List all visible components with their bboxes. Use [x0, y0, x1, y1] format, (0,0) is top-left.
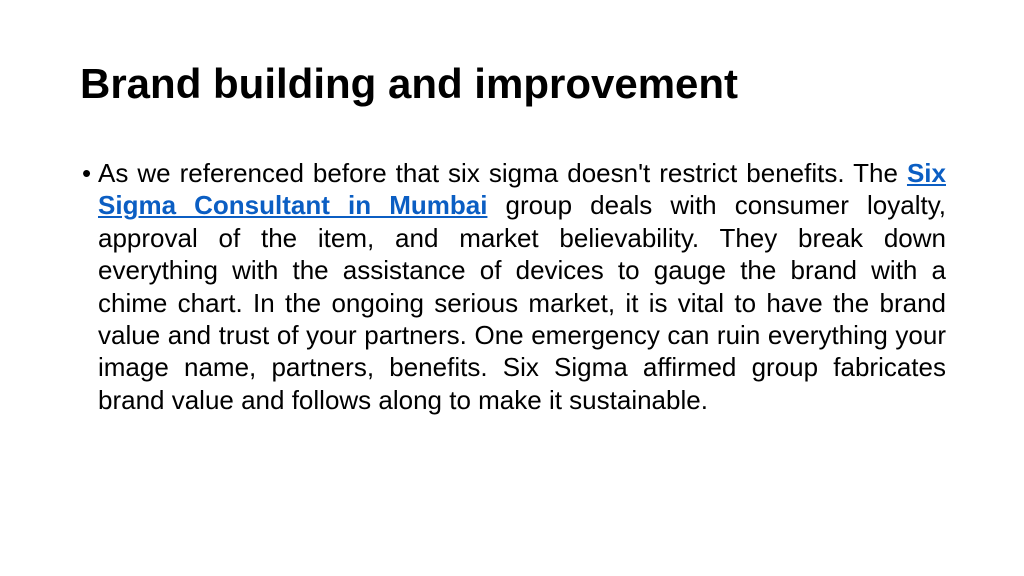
bullet-paragraph [82, 157, 946, 416]
six-sigma-consultant-link[interactable]: Six Sigma Consultant in Mumbai [98, 158, 946, 221]
paragraph-text-before-link: As we referenced before that six sigma doesn't restrict benefits. The [98, 158, 907, 188]
paragraph-text-after-link: group deals with consumer loyalty, approval of the item, and market believability. They break down everything with the assistance of devices to gauge the brand with a chime chart. In the ongoing serious market, it is vital to have the brand value and trust of your partners. One emergency can ruin everything your image name, partners, benefits. Six Sigma affirmed group fabricates brand value and follows along to make it sustainable. [98, 190, 946, 415]
bullet-icon: • [82, 158, 92, 188]
slide-body [82, 157, 946, 416]
slide-title: Brand building and improvement [80, 60, 739, 107]
